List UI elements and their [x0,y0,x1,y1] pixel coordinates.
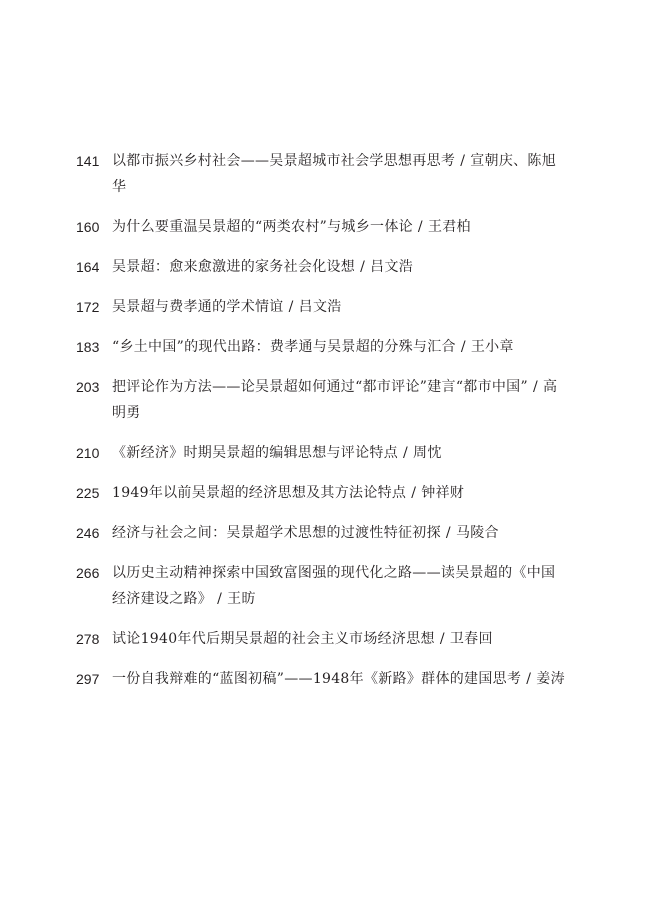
entry-author: 周忱 [413,445,442,461]
entry-author: 马陵合 [455,525,499,541]
entry-text [112,560,566,612]
entry-author: 宣朝庆、陈旭华 [112,153,557,195]
separator: / [439,631,445,647]
page-number: 266 [76,565,100,581]
page-number: 278 [76,631,100,647]
page-number: 246 [76,525,100,541]
page-number: 164 [76,259,100,275]
entry-title: 经济与社会之间：吴景超学术思想的过渡性特征初探 [112,525,441,541]
toc-entry [76,440,566,466]
entry-text [112,374,566,426]
separator: / [460,153,466,169]
entry-title: 《新经济》时期吴景超的编辑思想与评论特点 [112,445,398,461]
toc-entry [76,560,566,612]
entry-text [112,666,566,692]
separator: / [403,445,409,461]
entry-text [112,440,566,466]
entry-author: 钟祥财 [421,485,465,501]
entry-title: 试论1940年代后期吴景超的社会主义市场经济思想 [112,631,435,647]
page-number: 297 [76,671,100,687]
page-number: 203 [76,379,100,395]
entry-title: 吴景超：愈来愈激进的家务社会化设想 [112,259,356,275]
entry-text [112,294,566,320]
page-number: 141 [76,153,100,169]
entry-author: 姜涛 [536,671,565,687]
toc-entry [76,254,566,280]
toc-entry [76,666,566,692]
entry-text [112,626,566,652]
toc-entry [76,626,566,652]
entry-title: 1949年以前吴景超的经济思想及其方法论特点 [112,485,407,501]
separator: / [411,485,417,501]
entry-text [112,214,566,240]
entry-author: 吕文浩 [298,299,342,315]
entry-text [112,254,566,280]
entry-title: 把评论作为方法——论吴景超如何通过“都市评论”建言“都市中国” [112,379,528,395]
entry-title: 吴景超与费孝通的学术情谊 [112,299,284,315]
toc-entry [76,374,566,426]
separator: / [445,525,451,541]
page-number: 160 [76,219,100,235]
toc-entry [76,294,566,320]
entry-text [112,148,566,200]
separator: / [360,259,366,275]
toc-entry [76,148,566,200]
entry-title: 一份自我辩难的“蓝图初稿”——1948年《新路》群体的建国思考 [112,671,522,687]
separator: / [217,591,223,607]
table-of-contents [76,148,566,706]
separator: / [417,219,423,235]
entry-text [112,520,566,546]
page-number: 172 [76,299,100,315]
entry-title: “乡土中国”的现代出路：费孝通与吴景超的分殊与汇合 [112,339,456,355]
toc-entry [76,520,566,546]
separator: / [288,299,294,315]
entry-title: 以历史主动精神探索中国致富图强的现代化之路——读吴景超的《中国经济建设之路》 [112,565,556,607]
entry-author: 王昉 [227,591,256,607]
entry-title: 为什么要重温吴景超的“两类农村”与城乡一体论 [112,219,413,235]
separator: / [460,339,466,355]
entry-author: 吕文浩 [370,259,414,275]
page-number: 210 [76,445,100,461]
separator: / [532,379,538,395]
entry-title: 以都市振兴乡村社会——吴景超城市社会学思想再思考 [112,153,456,169]
page-number: 225 [76,485,100,501]
toc-entry [76,334,566,360]
entry-author: 王君柏 [427,219,471,235]
entry-author: 卫春回 [449,631,493,647]
separator: / [526,671,532,687]
entry-author: 王小章 [470,339,514,355]
entry-text [112,334,566,360]
entry-text [112,480,566,506]
toc-entry [76,214,566,240]
page-number: 183 [76,339,100,355]
toc-entry [76,480,566,506]
entry-author: 高明勇 [112,379,558,421]
